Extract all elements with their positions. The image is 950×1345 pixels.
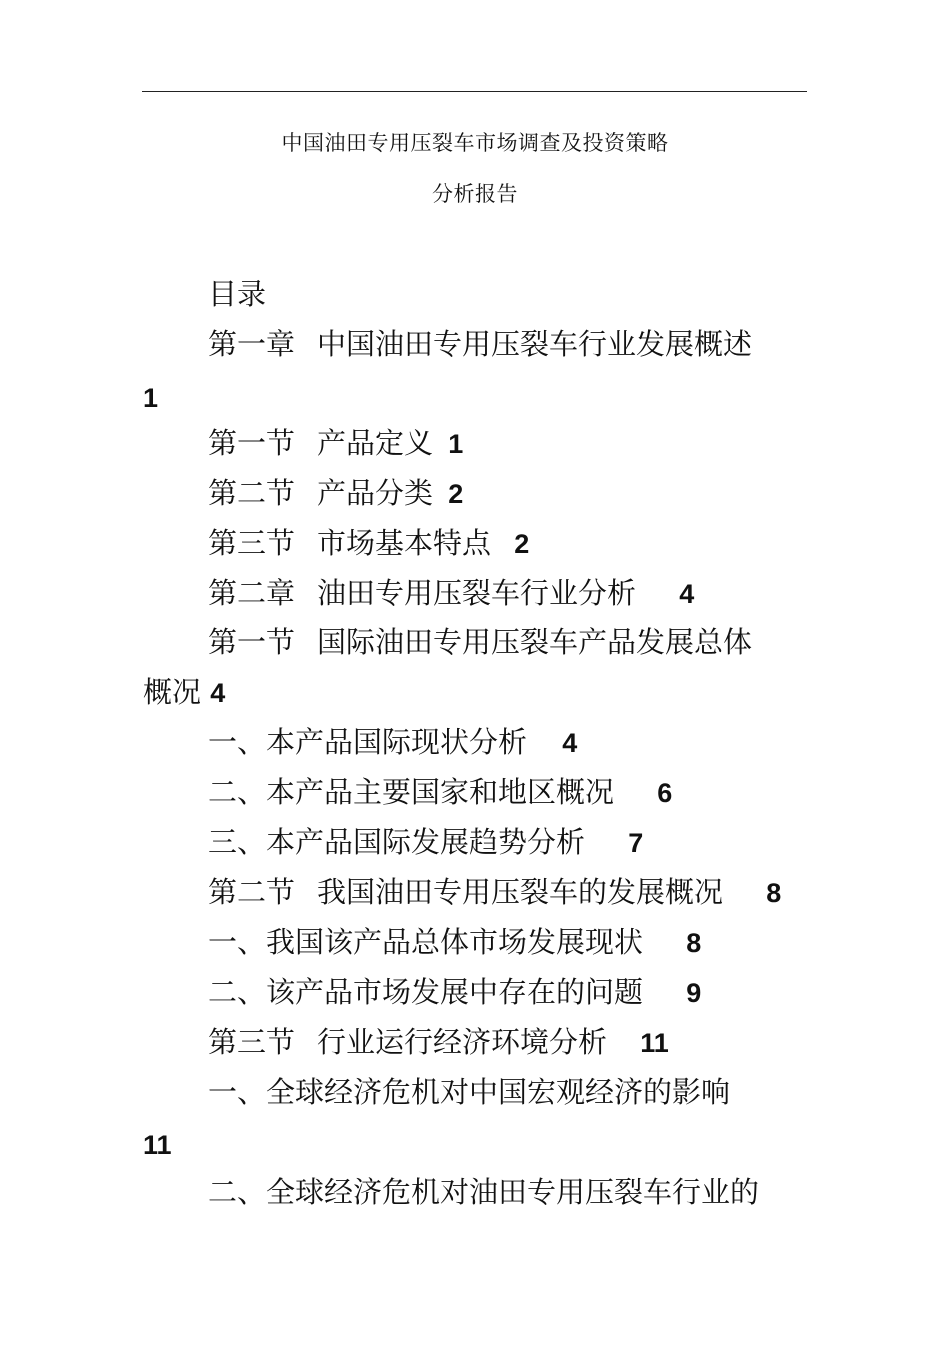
toc-entry-text: 二、全球经济危机对油田专用压裂车行业的 xyxy=(208,1175,760,1209)
toc-entry-continuation xyxy=(143,674,225,711)
toc-entry[interactable] xyxy=(208,425,463,462)
toc-entry[interactable] xyxy=(208,974,701,1011)
toc-entry[interactable] xyxy=(208,1074,730,1110)
report-title: 中国油田专用压裂车市场调查及投资策略 xyxy=(281,131,669,155)
toc-page-number: 1 xyxy=(143,383,159,413)
toc-entry[interactable] xyxy=(208,1174,759,1210)
toc-page-number: 4 xyxy=(679,579,695,609)
toc-entry-text: 一、我国该产品总体市场发展现状 xyxy=(208,925,644,959)
toc-entry-label: 第一节 xyxy=(208,625,296,659)
toc-entry-continuation xyxy=(143,1126,172,1163)
toc-entry[interactable] xyxy=(208,824,643,861)
toc-page-number: 11 xyxy=(640,1028,669,1058)
toc-entry-label: 第一节 xyxy=(208,426,296,460)
report-subtitle: 分析报告 xyxy=(432,182,518,206)
toc-entry-text: 产品分类 xyxy=(317,476,434,510)
toc-entry[interactable] xyxy=(208,924,701,961)
toc-entry[interactable] xyxy=(208,326,752,362)
toc-entry[interactable] xyxy=(208,724,577,761)
toc-entry[interactable] xyxy=(208,525,529,562)
toc-entry-text: 国际油田专用压裂车产品发展总体 xyxy=(317,625,753,659)
toc-page-number: 7 xyxy=(628,828,644,858)
toc-entry-label: 第一章 xyxy=(208,327,296,361)
toc-page-number: 2 xyxy=(514,529,530,559)
toc-entry-text: 产品定义 xyxy=(317,426,434,460)
toc-page-number: 1 xyxy=(448,429,464,459)
toc-page-number: 11 xyxy=(143,1130,172,1160)
toc-entry[interactable] xyxy=(208,624,752,660)
toc-page-number: 9 xyxy=(686,978,702,1008)
toc-entry-text: 市场基本特点 xyxy=(317,526,492,560)
toc-entry[interactable] xyxy=(208,774,672,811)
toc-entry-label: 第二章 xyxy=(208,576,296,610)
toc-entry-text: 中国油田专用压裂车行业发展概述 xyxy=(317,327,753,361)
toc-entry[interactable] xyxy=(208,874,781,911)
toc-page-number: 4 xyxy=(562,728,578,758)
toc-entry-label: 第二节 xyxy=(208,875,296,909)
toc-entry-label: 第三节 xyxy=(208,526,296,560)
toc-heading: 目录 xyxy=(208,277,267,311)
toc-entry-text-continued: 概况 xyxy=(143,675,202,709)
toc-page-number: 2 xyxy=(448,479,464,509)
toc-entry-continuation xyxy=(143,379,158,416)
toc-entry[interactable] xyxy=(208,1024,669,1061)
toc-entry-label: 第三节 xyxy=(208,1025,296,1059)
toc-page-number: 8 xyxy=(766,878,782,908)
toc-entry-text: 一、本产品国际现状分析 xyxy=(208,725,528,759)
toc-entry-text: 二、本产品主要国家和地区概况 xyxy=(208,775,615,809)
toc-entry-label: 第二节 xyxy=(208,476,296,510)
toc-entry-text: 一、全球经济危机对中国宏观经济的影响 xyxy=(208,1075,731,1109)
toc-entry-text: 油田专用压裂车行业分析 xyxy=(317,576,637,610)
toc-entry-text: 行业运行经济环境分析 xyxy=(317,1025,608,1059)
toc-page-number: 4 xyxy=(210,678,226,708)
toc-entry[interactable] xyxy=(208,575,694,612)
toc-entry-text: 二、该产品市场发展中存在的问题 xyxy=(208,975,644,1009)
toc-entry-text: 我国油田专用压裂车的发展概况 xyxy=(317,875,724,909)
toc-page-number: 8 xyxy=(686,928,702,958)
toc-page-number: 6 xyxy=(657,778,673,808)
toc-entry-text: 三、本产品国际发展趋势分析 xyxy=(208,825,586,859)
header-rule xyxy=(142,91,807,92)
toc-entry[interactable] xyxy=(208,475,463,512)
